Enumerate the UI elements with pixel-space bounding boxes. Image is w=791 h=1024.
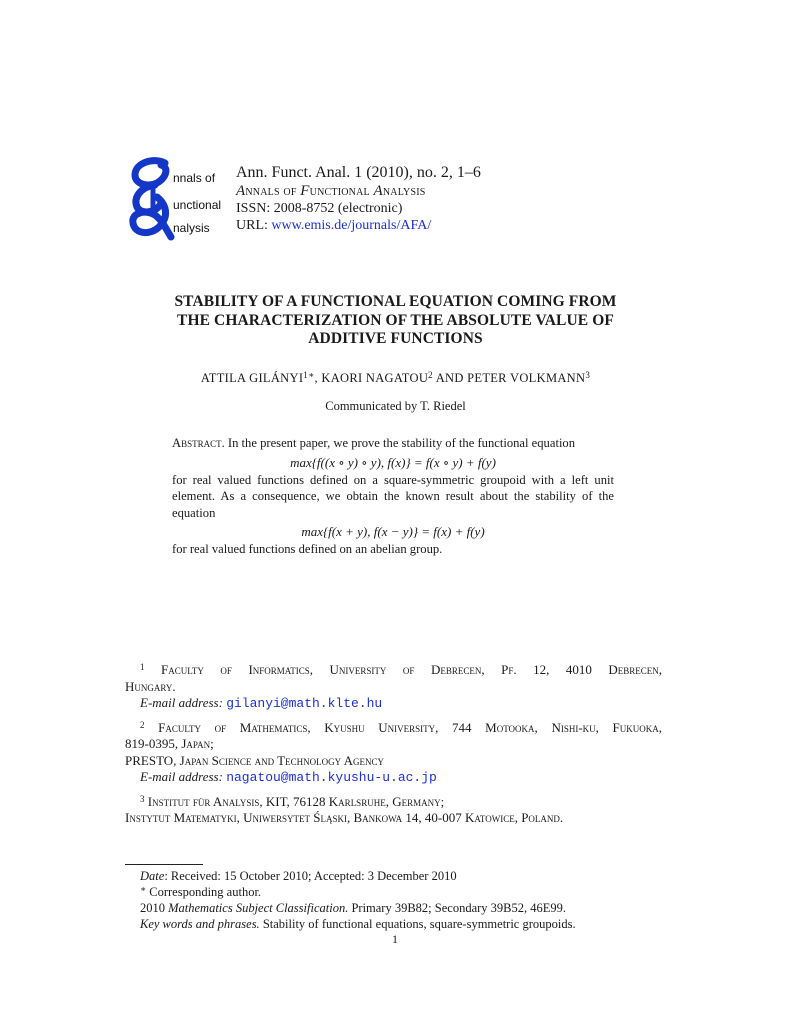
logo-word-functional: unctional — [173, 198, 222, 212]
affiliation-2-number: 2 — [140, 719, 145, 730]
journal-citation: Ann. Funct. Anal. 1 (2010), no. 2, 1–6 — [236, 164, 481, 181]
footnote-msc — [125, 900, 685, 916]
journal-name — [236, 183, 481, 200]
abstract — [172, 435, 614, 558]
keywords-text: Stability of functional equations, square-symmetric groupoids. — [262, 917, 576, 931]
date-label: Date — [140, 869, 165, 883]
author-list — [100, 371, 691, 386]
affiliation-1-number: 1 — [140, 662, 145, 672]
title-line-3: ADDITIVE FUNCTIONS — [308, 330, 483, 347]
page-number: 1 — [392, 932, 398, 946]
author-3: AND PETER VOLKMANN — [432, 371, 586, 385]
journal-name-initial-a: A — [236, 183, 246, 199]
journal-name-initial-a2: A — [373, 183, 383, 199]
journal-name-word-analysis: nalysis — [382, 184, 426, 199]
abstract-paragraph-1 — [172, 435, 614, 452]
affiliation-3-line-2: Instytut Matematyki, Uniwersytet Śląski, Bankowa 14, 40-007 Katowice, Poland. — [125, 810, 564, 825]
corresponding-text: Corresponding author. — [149, 885, 262, 899]
footnote-rule — [125, 864, 203, 865]
journal-url-link[interactable]: www.emis.de/journals/AFA/ — [271, 218, 432, 233]
affiliation-3 — [125, 794, 662, 827]
abstract-paragraph-2: for real valued functions defined on a square-symmetric groupoid with a left unit element. As a consequence, we obtain the known result about the stability of the equation — [172, 472, 614, 520]
msc-label: Mathematics Subject Classification. — [168, 901, 349, 915]
msc-text: Primary 39B82; Secondary 39B52, 46E99. — [351, 901, 567, 915]
equation-1-text: max{f((x ∘ y) ∘ y), f(x)} = f(x ∘ y) + f(y) — [290, 454, 496, 470]
journal-info — [236, 163, 481, 234]
affiliation-1-line-2: Hungary. — [125, 678, 176, 694]
paper-title — [100, 293, 691, 349]
affiliation-1 — [125, 662, 662, 713]
title-line-2: THE CHARACTERIZATION OF THE ABSOLUTE VALUE OF — [177, 311, 614, 329]
author-2-affil: 2 — [428, 370, 433, 380]
journal-name-initial-f: F — [300, 183, 310, 199]
logo-glyph-icon — [127, 157, 177, 243]
journal-logo — [127, 157, 235, 243]
journal-url-row — [236, 217, 481, 234]
date-text: : Received: 15 October 2010; Accepted: 3 December 2010 — [164, 869, 457, 883]
footnotes — [125, 868, 685, 932]
url-label: URL: — [236, 218, 268, 233]
affiliations — [125, 662, 662, 834]
asterisk-icon: ∗ — [140, 884, 147, 894]
author-1: ATTILA GILÁNYI — [200, 371, 304, 385]
title-line-1: STABILITY OF A FUNCTIONAL EQUATION COMING FROM — [174, 293, 617, 310]
email-link-1[interactable]: gilanyi@math.klte.hu — [226, 696, 383, 711]
author-3-affil: 3 — [585, 370, 591, 380]
journal-issn: ISSN: 2008-8752 (electronic) — [236, 201, 403, 216]
footnote-keywords — [125, 916, 685, 932]
logo-word-analysis: nalysis — [173, 221, 210, 235]
equation-1 — [172, 454, 614, 471]
affiliation-3-number: 3 — [140, 793, 145, 804]
msc-year: 2010 — [140, 901, 165, 915]
affiliation-2-line-2: 819-0395, Japan; — [125, 736, 214, 751]
journal-name-word-functional: unctional — [309, 184, 370, 199]
email-link-2[interactable]: nagatou@math.kyushu-u.ac.jp — [226, 770, 437, 785]
email-label-2: E-mail address: — [140, 769, 223, 784]
logo-word-annals: nnals of — [173, 171, 216, 185]
journal-name-word-annals: nnals of — [245, 184, 297, 199]
abstract-label: Abstract. — [172, 436, 225, 450]
abstract-text-1: In the present paper, we prove the stability of the functional equation — [227, 436, 576, 450]
affiliation-2 — [125, 720, 662, 787]
affiliation-2-line-3: PRESTO, Japan Science and Technology Agency — [125, 752, 384, 768]
keywords-label: Key words and phrases. — [140, 917, 260, 931]
footnote-corresponding — [125, 884, 685, 900]
footnote-date — [125, 868, 685, 884]
equation-2-text: max{f(x + y), f(x − y)} = f(x) + f(y) — [301, 524, 485, 539]
email-label-1: E-mail address: — [140, 695, 223, 710]
equation-2 — [172, 523, 614, 540]
affiliation-1-line-1: Faculty of Informatics, University of Debrecen, Pf. 12, 4010 Debrecen, — [161, 662, 663, 677]
author-2: , KAORI NAGATOU — [314, 371, 429, 385]
affiliation-3-line-1: Institut für Analysis, KIT, 76128 Karlsruhe, Germany; — [147, 793, 445, 809]
affiliation-2-line-1: Faculty of Mathematics, Kyushu University, 744 Motooka, Nishi-ku, Fukuoka, — [158, 719, 663, 735]
author-1-affil: 1∗ — [303, 370, 315, 380]
communicated-by: Communicated by T. Riedel — [325, 399, 466, 413]
abstract-paragraph-3: for real valued functions defined on an abelian group. — [172, 542, 443, 556]
